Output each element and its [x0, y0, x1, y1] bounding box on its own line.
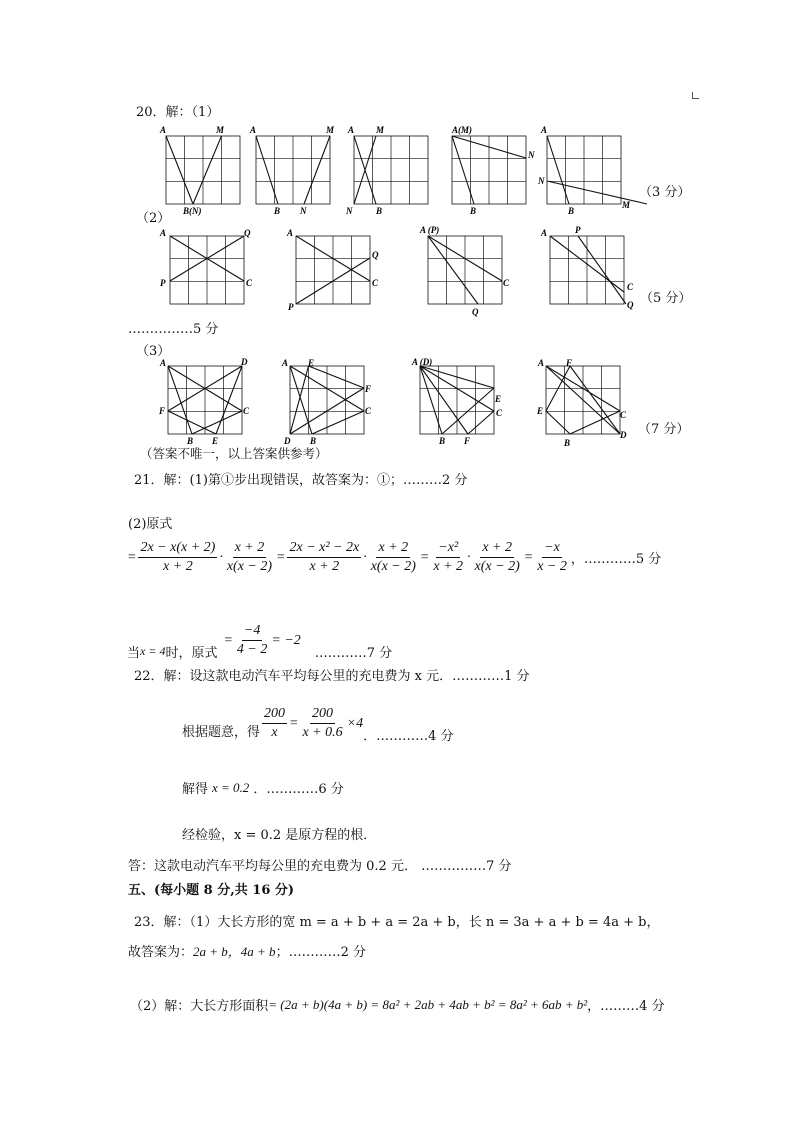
svg-text:N: N — [346, 206, 353, 216]
svg-text:C: C — [365, 406, 372, 416]
value-result: = −2 — [271, 632, 301, 648]
eq-prefix: 根据题意，得 — [182, 725, 261, 740]
eq-sign: = — [523, 549, 534, 565]
eq-sign: = — [127, 549, 137, 565]
svg-text:P: P — [288, 302, 294, 312]
q22-dots6: ．…………6 分 — [253, 782, 344, 797]
when-x: x = 4 — [140, 644, 166, 658]
left-den: x — [271, 725, 278, 740]
svg-text:B: B — [568, 206, 575, 216]
svg-text:N: N — [538, 176, 545, 186]
svg-text:Q: Q — [372, 250, 379, 260]
when-prefix: 当 — [127, 646, 141, 661]
q20-row3-diagrams — [150, 352, 660, 450]
q22-line1: 22．解：设这款电动汽车平均每公里的充电费为 x 元．…………1 分 — [134, 669, 530, 684]
svg-text:A: A — [541, 125, 548, 135]
eq-sign: = — [419, 549, 430, 565]
svg-text:Q: Q — [627, 300, 634, 310]
svg-text:A: A — [287, 228, 294, 238]
q22-dots4: ．…………4 分 — [363, 729, 454, 744]
svg-text:C: C — [496, 408, 503, 418]
svg-text:A: A — [538, 358, 545, 368]
value-den: 4 − 2 — [236, 642, 268, 657]
fraction-7-den: x − 2 — [537, 559, 567, 574]
fraction-6-den: x(x − 2) — [474, 559, 520, 574]
svg-text:D: D — [284, 436, 291, 446]
left-num: 200 — [262, 706, 287, 724]
corner-mark — [692, 92, 699, 99]
q20-score3: （7 分） — [638, 422, 690, 437]
q23-line3-suffix: ，………4 分 — [587, 999, 665, 1014]
dot-op: · — [363, 549, 367, 565]
fraction-3-num: 2x − x² − 2x — [287, 540, 361, 558]
svg-text:F: F — [159, 406, 166, 416]
q21-line2: (2)原式 — [128, 517, 173, 532]
fraction-3-den: x + 2 — [309, 559, 340, 574]
fraction-1-num: 2x − x(x + 2) — [138, 540, 217, 558]
svg-text:A(M): A(M) — [452, 125, 472, 135]
svg-text:E: E — [308, 358, 315, 368]
svg-text:P: P — [575, 225, 581, 235]
svg-text:C: C — [243, 406, 250, 416]
svg-text:M: M — [376, 125, 385, 135]
svg-text:A (P): A (P) — [420, 225, 440, 235]
value-num: −4 — [242, 623, 262, 641]
svg-text:C: C — [372, 278, 379, 288]
svg-text:B: B — [274, 206, 281, 216]
left-fraction — [262, 706, 287, 741]
fraction-1-den: x + 2 — [163, 559, 193, 574]
q22-check: 经检验，x = 0.2 是原方程的根． — [182, 828, 377, 843]
right-den: x + 0.6 — [302, 725, 343, 740]
svg-text:N: N — [300, 206, 307, 216]
solve-prefix: 解得 — [182, 782, 209, 797]
svg-text:D: D — [241, 357, 248, 367]
q23-line2-prefix: 故答案为： — [128, 945, 194, 960]
solve-x: x = 0.2 — [212, 779, 250, 795]
fraction-4-den: x(x − 2) — [370, 559, 416, 574]
q20-part3: （3） — [136, 344, 171, 359]
svg-text:A: A — [160, 228, 167, 238]
fraction-5-num: −x² — [436, 540, 460, 558]
when-suffix: 时，原式 — [165, 646, 218, 661]
fraction-5-den: x + 2 — [433, 559, 464, 574]
q22-equation-line: 根据题意，得 $\frac{200}{x}$ = $\frac{200}{x + 0.6}$ ×4 ．…………4 分 — [182, 706, 454, 744]
q20-note: （答案不唯一，以上答案供参考） — [140, 446, 328, 461]
svg-text:D: D — [620, 430, 627, 440]
q21-line1: 21．解：(1)第①步出现错误，故答案为：①；………2 分 — [134, 473, 468, 488]
q23-line2-vals: 2a + b，4a + b — [193, 944, 276, 959]
svg-text:F: F — [365, 384, 372, 394]
svg-text:E: E — [212, 436, 219, 446]
svg-text:M: M — [216, 125, 225, 135]
grid-1 — [166, 136, 240, 204]
svg-text:E: E — [537, 406, 544, 416]
q20-dots5: ……………5 分 — [128, 322, 219, 337]
fraction-3 — [287, 540, 361, 575]
svg-text:M: M — [622, 200, 631, 210]
svg-text:B: B — [564, 438, 571, 448]
q21-expression — [127, 540, 661, 575]
times-four: ×4 — [346, 715, 364, 731]
q23-line3-prefix: （2）解：大长方形面积 — [130, 999, 269, 1014]
q22-answer: 答：这款电动汽车平均每公里的充电费为 0.2 元． ……………7 分 — [128, 859, 512, 874]
fraction-2 — [225, 540, 274, 575]
svg-text:B: B — [310, 436, 317, 446]
section-5-title: 五、(每小题 8 分,共 16 分) — [128, 883, 295, 898]
svg-text:A: A — [348, 125, 355, 135]
svg-text:Q: Q — [472, 307, 479, 317]
q23-line2 — [128, 941, 366, 960]
q20-score2: （5 分） — [640, 291, 692, 306]
svg-text:A: A — [160, 125, 167, 135]
q20-row2-diagrams — [150, 220, 650, 320]
value-fraction — [235, 623, 269, 658]
svg-text:E: E — [495, 394, 502, 404]
fraction-2-num: x + 2 — [233, 540, 267, 558]
q23-line1: 23．解：（1）大长方形的宽 m = a + b + a = 2a + b，长 n = 3a + a + b = 4a + b， — [134, 915, 660, 930]
q20-part2: （2） — [136, 211, 171, 226]
svg-text:B(N): B(N) — [183, 206, 202, 216]
svg-text:A: A — [541, 228, 548, 238]
svg-text:C: C — [627, 282, 634, 292]
fraction-1 — [138, 540, 217, 575]
q21-value-line — [127, 620, 392, 661]
svg-text:C: C — [246, 278, 253, 288]
dot-op: · — [219, 549, 223, 565]
q21-dots7: …………7 分 — [314, 646, 393, 661]
fraction-7-num: −x — [542, 540, 562, 558]
q23-line2-suffix: ；…………2 分 — [275, 945, 366, 960]
dot-op: · — [467, 549, 471, 565]
svg-text:P: P — [160, 278, 166, 288]
fraction-4 — [369, 540, 418, 575]
q20-row1-diagrams — [150, 118, 670, 218]
q22-solve-line — [182, 778, 344, 797]
svg-text:Q: Q — [244, 228, 251, 238]
fraction-5 — [431, 540, 465, 575]
fraction-7 — [535, 540, 569, 575]
fraction-6-num: x + 2 — [480, 540, 514, 558]
svg-text:F: F — [464, 436, 471, 446]
svg-text:F: F — [566, 358, 573, 368]
svg-text:A: A — [160, 358, 167, 368]
svg-text:A: A — [250, 125, 257, 135]
svg-text:C: C — [503, 278, 510, 288]
q20-header: 20．解：（1） — [136, 105, 220, 120]
right-fraction — [300, 706, 344, 741]
svg-text:B: B — [187, 436, 194, 446]
svg-text:A (D): A (D) — [412, 357, 433, 367]
svg-text:N: N — [528, 150, 535, 160]
q23-line3-expr: = (2a + b)(4a + b) = 8a² + 2ab + 4ab + b² = 8a² + 6ab + b² — [268, 996, 588, 1012]
eq-sign: = — [276, 549, 286, 565]
q21-dots5: ，…………5 分 — [570, 552, 662, 567]
fraction-2-den: x(x − 2) — [226, 559, 273, 574]
svg-text:B: B — [376, 206, 383, 216]
right-num: 200 — [310, 706, 335, 724]
eq-sign: = — [223, 632, 233, 648]
q20-score1: （3 分） — [639, 185, 691, 200]
svg-text:B: B — [439, 436, 446, 446]
svg-text:A: A — [282, 358, 289, 368]
q23-line3 — [130, 995, 665, 1014]
svg-text:M: M — [326, 125, 335, 135]
svg-text:C: C — [620, 410, 627, 420]
svg-text:B: B — [470, 206, 477, 216]
fraction-4-num: x + 2 — [376, 540, 410, 558]
fraction-6 — [473, 540, 522, 575]
